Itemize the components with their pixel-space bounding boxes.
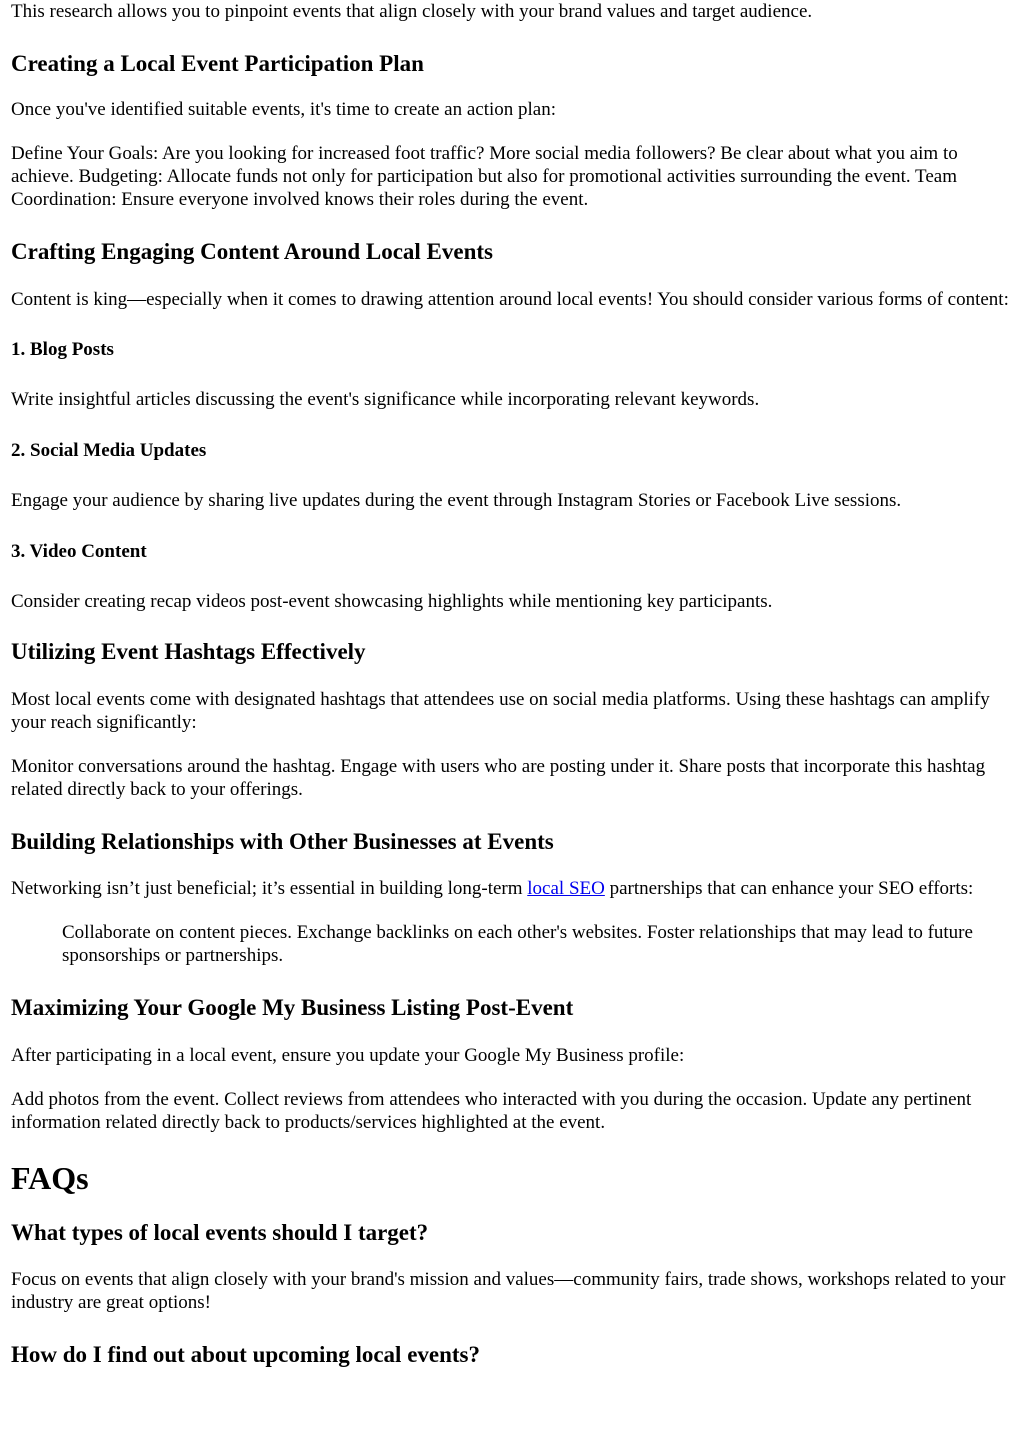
hashtags-heading: Utilizing Event Hashtags Effectively — [11, 639, 366, 664]
social-media-updates-heading: 2. Social Media Updates — [11, 440, 207, 461]
faq-question-2: How do I find out about upcoming local events? — [11, 1342, 481, 1367]
gmb-intro-paragraph: After participating in a local event, ensure you update your Google My Business profile: — [11, 1045, 685, 1066]
blog-posts-paragraph: Write insightful articles discussing the event's significance while incorporating relevant keywords. — [11, 389, 760, 410]
content-heading: Crafting Engaging Content Around Local Events — [11, 239, 494, 264]
gmb-heading: Maximizing Your Google My Business Listing Post-Event — [11, 995, 574, 1020]
relationships-text-after-link: partnerships that can enhance your SEO efforts: — [604, 878, 974, 899]
content-intro-paragraph: Content is king—especially when it comes to drawing attention around local events! You should consider various forms of content: — [11, 289, 1009, 310]
relationships-heading: Building Relationships with Other Businesses at Events — [11, 829, 554, 854]
gmb-details-paragraph: Add photos from the event. Collect reviews from attendees who interacted with you during the occasion. Update any pertinent information related directly back to products/services highlighted at the event. — [11, 1089, 972, 1133]
hashtags-intro-paragraph: Most local events come with designated hashtags that attendees use on social media platforms. Using these hashtags can amplify your reach significantly: — [11, 689, 990, 733]
video-content-heading: 3. Video Content — [11, 541, 147, 562]
relationships-intro-paragraph — [11, 877, 1014, 900]
plan-details-paragraph: Define Your Goals: Are you looking for increased foot traffic? More social media followers? Be clear about what you aim to achieve. Budgeting: Allocate funds not only for participation but also for promotional activities surrounding the event. Team Coordination: Ensure everyone involved knows their roles during the event. — [11, 143, 958, 210]
blog-posts-heading: 1. Blog Posts — [11, 339, 114, 360]
video-content-paragraph: Consider creating recap videos post-event showcasing highlights while mentioning key participants. — [11, 591, 773, 612]
social-media-updates-paragraph: Engage your audience by sharing live updates during the event through Instagram Stories or Facebook Live sessions. — [11, 490, 902, 511]
faqs-heading: FAQs — [11, 1160, 89, 1196]
intro-paragraph: This research allows you to pinpoint events that align closely with your brand values and target audience. — [11, 1, 813, 22]
faq-answer-1: Focus on events that align closely with your brand's mission and values—community fairs, trade shows, workshops related to your industry are great options! — [11, 1269, 1006, 1313]
local-seo-link[interactable]: local SEO — [527, 878, 605, 899]
plan-intro-paragraph: Once you've identified suitable events, it's time to create an action plan: — [11, 99, 556, 120]
relationships-text-before-link: Networking isn’t just beneficial; it’s essential in building long-term — [11, 878, 528, 899]
faq-question-1: What types of local events should I target? — [11, 1220, 429, 1245]
relationships-quote: Collaborate on content pieces. Exchange backlinks on each other's websites. Foster relationships that may lead to future sponsorships or partnerships. — [62, 922, 973, 966]
hashtags-details-paragraph: Monitor conversations around the hashtag. Engage with users who are posting under it. Share posts that incorporate this hashtag related directly back to your offerings. — [11, 756, 986, 800]
plan-heading: Creating a Local Event Participation Plan — [11, 51, 424, 76]
